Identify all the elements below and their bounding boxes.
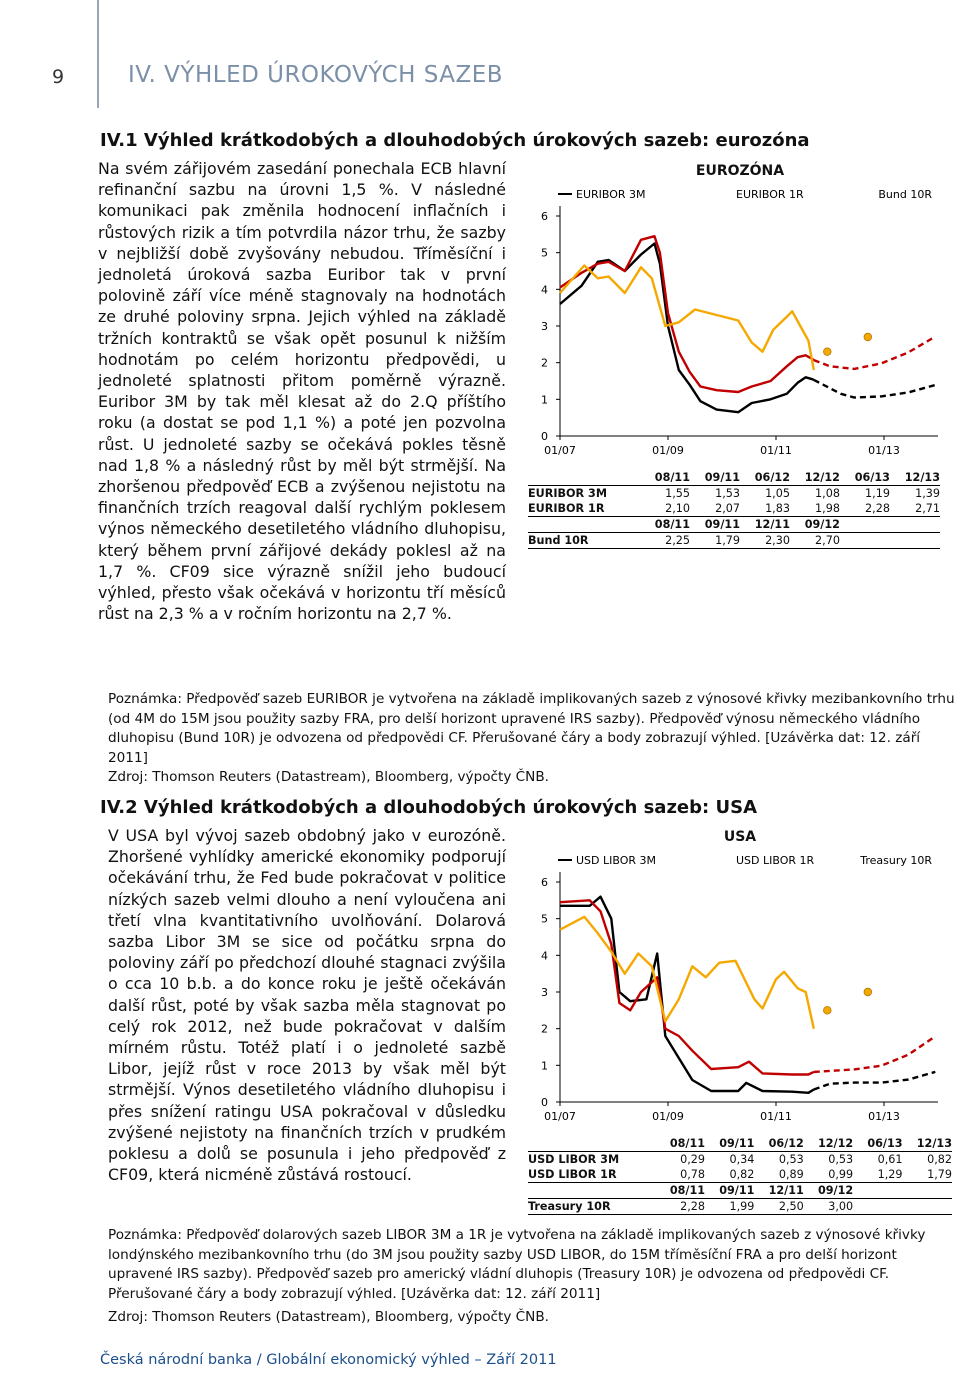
header-divider	[97, 0, 99, 108]
y-tick-label: 5	[541, 912, 548, 926]
forecast-point	[864, 333, 872, 341]
legend-entry: USD LIBOR 3M	[576, 854, 657, 867]
y-tick-label: 2	[541, 356, 548, 370]
legend-entry: Treasury 10R	[860, 854, 932, 867]
table-header: 09/11	[690, 470, 740, 486]
y-tick-label: 1	[541, 393, 548, 407]
table-header: 08/11	[656, 1136, 705, 1152]
forecast-line	[814, 1036, 936, 1072]
y-tick-label: 4	[541, 283, 548, 297]
usa-chart	[524, 846, 954, 1128]
section2-note: Poznámka: Předpověď dolarových sazeb LIBOR 3M a 1R je vytvořena na základě implikovaných sazeb z výnosové křivky londýnského mezibankovního trhu (do 3M jsou použity sazby USD LIBOR, do 15M tříměsíční FRA a pro delší horizont upravené IRS sazby). Předpověď sazeb pro americký vládní dluhopis (Treasury 10R) je odvozena od předpovědi CF. Přerušované čáry a body zobrazují výhled. [Uzávěrka dat: 12. září 2011]	[108, 1227, 926, 1302]
y-tick-label: 0	[541, 430, 548, 443]
chart2-title: USA	[723, 829, 757, 845]
x-tick-label: 01/11	[760, 444, 792, 457]
section1-body: Na svém zářijovém zasedání ponechala ECB hlavní refinanční sazbu na úrovni 1,5 %. V následné komunikaci pak změnila hodnocení inflačních i růstových rizik a tím potvrdila názor trhu, že sazby v nejbližší době zvyšovány nebudou. Tříměsíční i jednoletá úroková sazba Euribor tak v první polovině září více méně stagnovaly na hodnotách ze druhé poloviny srpna. Jejich výhled na základě tržních kontraktů se však opět posunul k nižším hodnotám po celém horizontu předpovědi, u jednoleté splatnosti přitom poměrně výrazně. Euribor 3M by tak měl klesat až do 2.Q příštího roku (a dostat se pod 1,1 %) a poté jen pozvolna růst. U jednoleté sazby se očekává pokles těsně nad 1,8 % a následný růst by měl být strmější. Na zhoršenou předpověď ECB a zvýšenou nejistotu na finančních trzích reagoval další rychlým poklesem výnos německého desetiletého vládního dluhopisu, který během první zářijové dekády poklesl až na 1,7 %. CF09 sice výrazně snížil jeho budoucí výhled, přesto však očekává v horizontu tří měsíců růst na 2,3 % a v ročním horizontu na 2,7 %.	[98, 159, 506, 624]
series-line	[560, 236, 814, 392]
table-header: 12/13	[890, 470, 940, 486]
x-tick-label: 01/13	[868, 444, 900, 457]
y-tick-label: 4	[541, 949, 548, 963]
eurozone-chart	[524, 180, 954, 462]
section2-body: V USA byl vývoj sazeb obdobný jako v eurozóně. Zhoršené vyhlídky americké ekonomiky podporují očekávání trhu, že Fed bude pokračovat v politice nízkých sazeb velmi dlouho a není vyloučena ani třetí vlna kvantitativního uvolňování. Dolarová sazba Libor 3M se sice od počátku srpna do poloviny září po předchozí dlouhé stagnaci zvýšila o cca 10 b.b. a do konce roku je ještě očekáván další růst, poté by však sazba měla stagnovat po celý rok 2012, než bude pokračovat v dalším mírném růstu. Totéž platí i o jednoleté sazbě Libor, jejíž růst v roce 2013 by však měl být strmější. Výnos desetiletého vládního dluhopisu i přes snížení ratingu USA pokračoval v důsledku zvýšené nejistoty na finančních trzích v prudkém poklesu a dolů se posunula i jeho předpověď z CF09, která nicméně zůstává rostoucí.	[108, 826, 506, 1185]
table-header: 06/12	[740, 470, 790, 486]
x-tick-label: 01/11	[760, 1110, 792, 1123]
y-tick-label: 3	[541, 320, 548, 333]
section2-heading: IV.2 Výhled krátkodobých a dlouhodobých úrokových sazeb: USA	[100, 797, 757, 818]
series-line	[560, 917, 814, 1029]
forecast-line	[814, 1072, 936, 1090]
chapter-title: IV. VÝHLED ÚROKOVÝCH SAZEB	[128, 62, 504, 88]
x-tick-label: 01/09	[652, 1110, 684, 1123]
page-footer: Česká národní banka / Globální ekonomický výhled – Září 2011	[100, 1352, 557, 1368]
table-header: 09/11	[705, 1136, 754, 1152]
forecast-line	[814, 337, 936, 369]
table-header: 08/11	[640, 470, 690, 486]
usa-table	[528, 1136, 952, 1215]
table-corner	[528, 470, 640, 486]
x-tick-label: 01/07	[544, 1110, 576, 1123]
table-row: EURIBOR 3M 1,55 1,53 1,05 1,08 1,19 1,39	[528, 487, 940, 500]
y-tick-label: 2	[541, 1022, 548, 1036]
table-header: 06/13	[840, 470, 890, 486]
forecast-line	[814, 380, 936, 398]
section1-heading: IV.1 Výhled krátkodobých a dlouhodobých úrokových sazeb: eurozóna	[100, 130, 810, 151]
table-header: 08/11	[640, 517, 690, 533]
table-header: 06/12	[754, 1136, 803, 1152]
x-tick-label: 01/07	[544, 444, 576, 457]
legend-entry: Bund 10R	[878, 188, 932, 201]
section2-source: Zdroj: Thomson Reuters (Datastream), Bloomberg, výpočty ČNB.	[108, 1309, 549, 1325]
forecast-point	[864, 988, 872, 996]
section1-source: Zdroj: Thomson Reuters (Datastream), Bloomberg, výpočty ČNB.	[108, 769, 549, 785]
table-header: 12/12	[790, 470, 840, 486]
legend-entry: EURIBOR 3M	[576, 188, 646, 201]
y-tick-label: 6	[541, 210, 548, 223]
page-number: 9	[52, 66, 65, 88]
table-header: 09/12	[804, 1183, 853, 1199]
legend-entry: EURIBOR 1R	[736, 188, 804, 201]
legend-entry: USD LIBOR 1R	[736, 854, 815, 867]
table-header: 09/11	[705, 1183, 754, 1199]
forecast-point	[824, 348, 832, 356]
table-corner	[528, 1136, 656, 1152]
table-header: 12/11	[754, 1183, 803, 1199]
y-tick-label: 6	[541, 876, 548, 889]
table-header: 09/12	[790, 517, 840, 533]
table-header: 09/11	[690, 517, 740, 533]
y-tick-label: 1	[541, 1059, 548, 1073]
series-line	[560, 900, 814, 1074]
table-header: 08/11	[656, 1183, 705, 1199]
y-tick-label: 5	[541, 246, 548, 260]
series-line	[560, 897, 814, 1093]
series-line	[560, 266, 814, 371]
section1-note: Poznámka: Předpověď sazeb EURIBOR je vytvořena na základě implikovaných sazeb z výnosové křivky mezibankovního trhu (od 4M do 15M jsou použity sazby FRA, pro delší horizont upravené IRS sazby). Předpověď výnosu německého vládního dluhopisu (Bund 10R) je odvozena od předpovědi CF. Přerušované čáry a body zobrazují výhled. [Uzávěrka dat: 12. září 2011]	[108, 691, 955, 766]
table-header: 12/11	[740, 517, 790, 533]
table-header: 06/13	[853, 1136, 902, 1152]
table-header: 12/12	[804, 1136, 853, 1152]
table-row: USD LIBOR 3M 0,29 0,34 0,53 0,53 0,61 0,82	[528, 1153, 952, 1166]
x-tick-label: 01/09	[652, 444, 684, 457]
chart1-title: EUROZÓNA	[695, 163, 785, 179]
y-tick-label: 0	[541, 1096, 548, 1109]
table-row: Bund 10R 2,25 1,79 2,30 2,70	[528, 533, 940, 549]
table-row: EURIBOR 1R 2,10 2,07 1,83 1,98 2,28 2,71	[528, 502, 940, 515]
y-tick-label: 3	[541, 986, 548, 999]
eurozone-table	[528, 470, 940, 549]
table-header: 12/13	[903, 1136, 952, 1152]
table-row: USD LIBOR 1R 0,78 0,82 0,89 0,99 1,29 1,79	[528, 1168, 952, 1181]
x-tick-label: 01/13	[868, 1110, 900, 1123]
table-row: Treasury 10R 2,28 1,99 2,50 3,00	[528, 1199, 952, 1215]
forecast-point	[824, 1007, 832, 1015]
